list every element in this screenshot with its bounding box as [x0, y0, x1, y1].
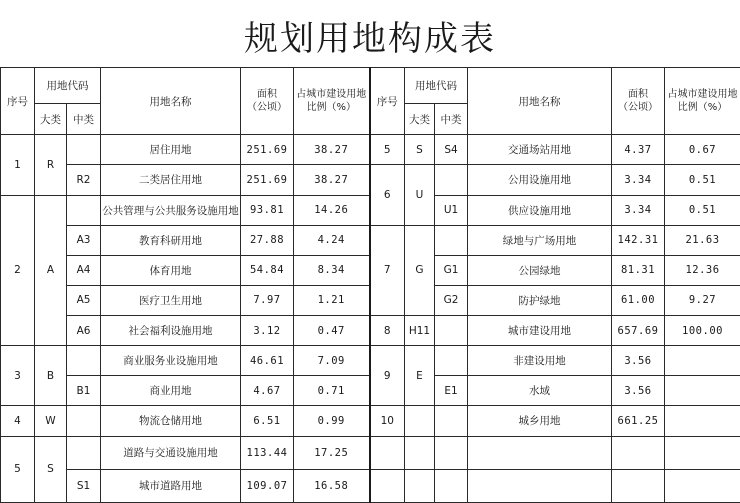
land-name-cell: 社会福利设施用地 [101, 316, 241, 346]
ratio-cell: 0.67 [665, 135, 740, 165]
header-ratio-line2: 比例（%） [306, 102, 356, 114]
ratio-cell [665, 406, 740, 436]
seq-cell: 6 [370, 165, 405, 225]
land-use-table [0, 67, 740, 503]
area-cell: 27.88 [241, 225, 294, 255]
land-name-cell: 二类居住用地 [101, 165, 241, 195]
seq-cell: 2 [1, 195, 35, 346]
mid-code-cell [67, 135, 101, 165]
seq-cell: 4 [1, 406, 35, 436]
ratio-cell: 0.99 [294, 406, 370, 436]
header-middle-right: 中类 [435, 104, 468, 135]
land-name-cell: 体育用地 [101, 255, 241, 285]
empty-cell [468, 436, 612, 469]
page-title: 规划用地构成表 [244, 18, 496, 59]
major-code-cell: S [405, 135, 435, 165]
mid-code-cell: S4 [435, 135, 468, 165]
major-code-cell: W [35, 406, 67, 436]
area-cell: 4.37 [612, 135, 665, 165]
mid-code-cell: G1 [435, 255, 468, 285]
seq-cell: 5 [1, 436, 35, 502]
mid-code-cell: S1 [67, 469, 101, 502]
mid-code-cell [67, 346, 101, 376]
table-row [1, 346, 740, 376]
mid-code-cell: B1 [67, 376, 101, 406]
mid-code-cell: R2 [67, 165, 101, 195]
mid-code-cell [435, 406, 468, 436]
mid-code-cell: A4 [67, 255, 101, 285]
ratio-cell: 38.27 [294, 165, 370, 195]
table-row [1, 165, 740, 195]
land-name-cell: 公用设施用地 [468, 165, 612, 195]
land-name-cell: 防护绿地 [468, 285, 612, 315]
mid-code-cell [67, 436, 101, 469]
area-cell: 3.34 [612, 195, 665, 225]
area-cell: 81.31 [612, 255, 665, 285]
header-code-right: 用地代码 [405, 68, 468, 104]
area-cell: 661.25 [612, 406, 665, 436]
land-name-cell: 物流仓储用地 [101, 406, 241, 436]
table-row [1, 135, 740, 165]
header-name-right: 用地名称 [468, 68, 612, 135]
major-code-cell: G [405, 225, 435, 315]
ratio-cell: 9.27 [665, 285, 740, 315]
header-area-right [612, 68, 665, 135]
ratio-cell: 7.09 [294, 346, 370, 376]
header-area-line1: 面积 [628, 89, 648, 101]
table-row [1, 406, 740, 436]
land-name-cell: 居住用地 [101, 135, 241, 165]
empty-cell [405, 436, 435, 469]
major-code-cell: S [35, 436, 67, 502]
major-code-cell [405, 406, 435, 436]
ratio-cell: 16.58 [294, 469, 370, 502]
ratio-cell: 0.51 [665, 195, 740, 225]
ratio-cell: 14.26 [294, 195, 370, 225]
header-ratio-right [665, 68, 740, 135]
major-code-cell: R [35, 135, 67, 195]
area-cell: 4.67 [241, 376, 294, 406]
major-code-cell: E [405, 346, 435, 406]
seq-cell: 8 [370, 316, 405, 346]
mid-code-cell [67, 406, 101, 436]
major-code-cell: A [35, 195, 67, 346]
land-name-cell: 城市建设用地 [468, 316, 612, 346]
area-cell: 657.69 [612, 316, 665, 346]
seq-cell: 10 [370, 406, 405, 436]
header-row-1 [1, 68, 740, 104]
header-ratio-line1: 占城市建设用地 [667, 89, 738, 101]
mid-code-cell [67, 195, 101, 225]
land-name-cell: 城乡用地 [468, 406, 612, 436]
empty-cell [612, 436, 665, 469]
ratio-cell [665, 376, 740, 406]
area-cell: 61.00 [612, 285, 665, 315]
empty-cell [468, 469, 612, 502]
mid-code-cell [435, 346, 468, 376]
land-name-cell: 公园绿地 [468, 255, 612, 285]
ratio-cell: 4.24 [294, 225, 370, 255]
area-cell: 93.81 [241, 195, 294, 225]
header-major-right: 大类 [405, 104, 435, 135]
mid-code-cell [435, 316, 468, 346]
land-name-cell: 公共管理与公共服务设施用地 [101, 195, 241, 225]
header-seq-right: 序号 [370, 68, 405, 135]
mid-code-cell: A3 [67, 225, 101, 255]
area-cell: 54.84 [241, 255, 294, 285]
area-cell: 113.44 [241, 436, 294, 469]
area-cell: 46.61 [241, 346, 294, 376]
area-cell: 7.97 [241, 285, 294, 315]
ratio-cell: 0.51 [665, 165, 740, 195]
header-major: 大类 [35, 104, 67, 135]
land-name-cell: 城市道路用地 [101, 469, 241, 502]
empty-cell [435, 469, 468, 502]
header-name: 用地名称 [101, 68, 241, 135]
empty-cell [665, 469, 740, 502]
area-cell: 3.12 [241, 316, 294, 346]
land-name-cell: 道路与交通设施用地 [101, 436, 241, 469]
ratio-cell: 8.34 [294, 255, 370, 285]
empty-cell [435, 436, 468, 469]
mid-code-cell: U1 [435, 195, 468, 225]
ratio-cell: 100.00 [665, 316, 740, 346]
seq-cell: 5 [370, 135, 405, 165]
ratio-cell: 21.63 [665, 225, 740, 255]
header-ratio-line1: 占城市建设用地 [296, 89, 367, 101]
land-name-cell: 教育科研用地 [101, 225, 241, 255]
ratio-cell: 38.27 [294, 135, 370, 165]
land-name-cell: 医疗卫生用地 [101, 285, 241, 315]
table-row [1, 469, 740, 502]
header-ratio-line2: 比例（%） [677, 102, 728, 114]
header-area-line1: 面积 [257, 89, 277, 101]
header-seq: 序号 [1, 68, 35, 135]
area-cell: 3.56 [612, 376, 665, 406]
mid-code-cell [435, 225, 468, 255]
ratio-cell: 17.25 [294, 436, 370, 469]
header-area [241, 68, 294, 135]
mid-code-cell [435, 165, 468, 195]
seq-cell: 1 [1, 135, 35, 195]
land-name-cell: 非建设用地 [468, 346, 612, 376]
area-cell: 251.69 [241, 135, 294, 165]
table-row [1, 316, 740, 346]
empty-cell [370, 469, 405, 502]
mid-code-cell: A5 [67, 285, 101, 315]
ratio-cell: 0.47 [294, 316, 370, 346]
empty-cell [405, 469, 435, 502]
empty-cell [612, 469, 665, 502]
area-cell: 251.69 [241, 165, 294, 195]
ratio-cell: 1.21 [294, 285, 370, 315]
table-row [1, 225, 740, 255]
area-cell: 109.07 [241, 469, 294, 502]
empty-cell [370, 436, 405, 469]
mid-code-cell: G2 [435, 285, 468, 315]
land-name-cell: 水域 [468, 376, 612, 406]
header-area-line2: （公顷） [618, 102, 658, 114]
major-code-cell: H11 [405, 316, 435, 346]
area-cell: 3.56 [612, 346, 665, 376]
seq-cell: 9 [370, 346, 405, 406]
seq-cell: 3 [1, 346, 35, 406]
mid-code-cell: A6 [67, 316, 101, 346]
area-cell: 3.34 [612, 165, 665, 195]
header-code: 用地代码 [35, 68, 101, 104]
area-cell: 142.31 [612, 225, 665, 255]
area-cell: 6.51 [241, 406, 294, 436]
major-code-cell: U [405, 165, 435, 225]
mid-code-cell: E1 [435, 376, 468, 406]
seq-cell: 7 [370, 225, 405, 315]
land-name-cell: 供应设施用地 [468, 195, 612, 225]
land-name-cell: 商业用地 [101, 376, 241, 406]
table-row [1, 436, 740, 469]
major-code-cell: B [35, 346, 67, 406]
header-area-line2: （公顷） [247, 102, 287, 114]
header-middle: 中类 [67, 104, 101, 135]
land-name-cell: 绿地与广场用地 [468, 225, 612, 255]
land-name-cell: 交通场站用地 [468, 135, 612, 165]
header-ratio [294, 68, 370, 135]
land-name-cell: 商业服务业设施用地 [101, 346, 241, 376]
empty-cell [665, 436, 740, 469]
ratio-cell [665, 346, 740, 376]
ratio-cell: 0.71 [294, 376, 370, 406]
ratio-cell: 12.36 [665, 255, 740, 285]
